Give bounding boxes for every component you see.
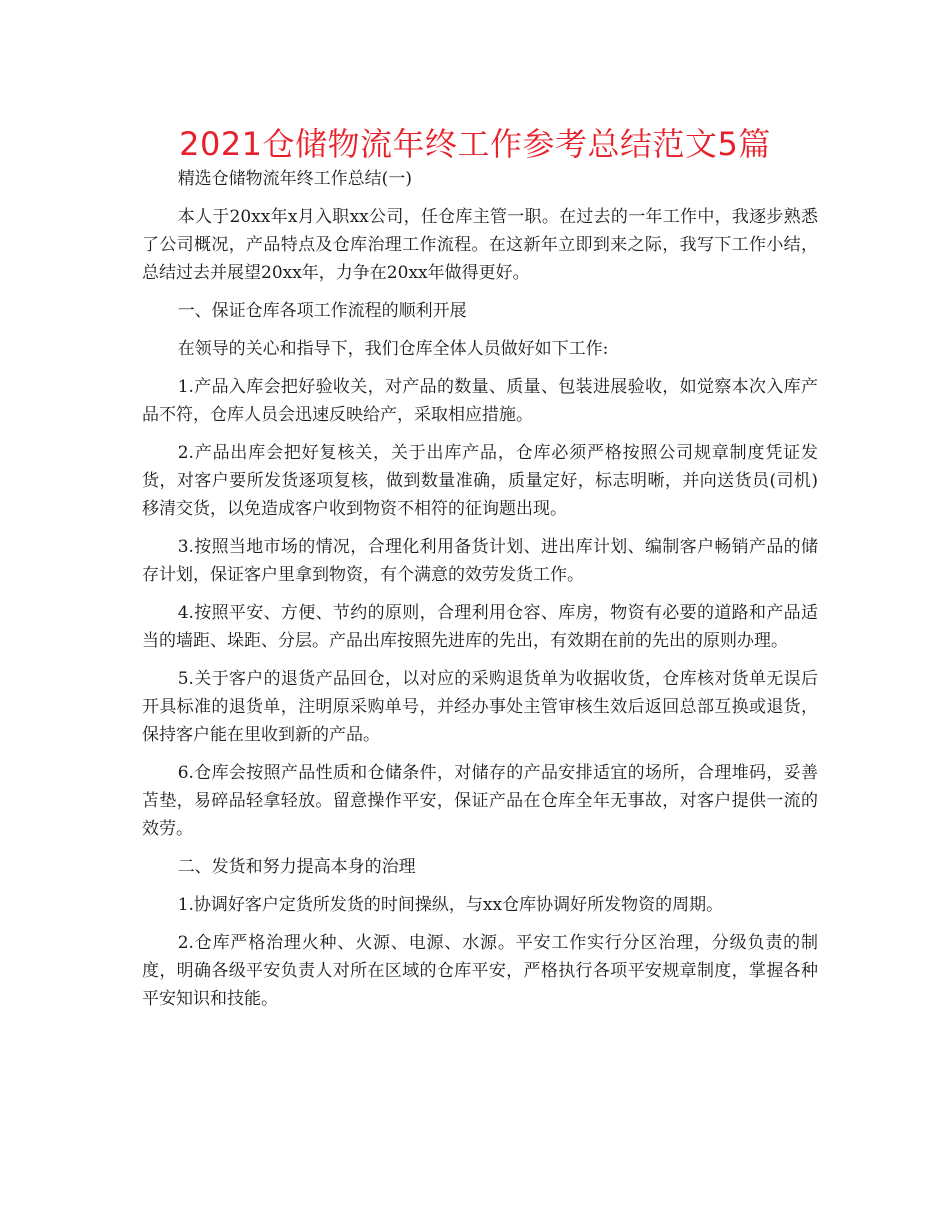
intro-paragraph: 本人于20xx年x月入职xx公司，任仓库主管一职。在过去的一年工作中，我逐步熟悉了公司概况，产品特点及仓库治理工作流程。在这新年立即到来之际，我写下工作小结，总结过去并展望20xx年，力争在20xx年做得更好。 (142, 207, 818, 283)
list-item-8: 2.仓库严格治理火种、火源、电源、水源。平安工作实行分区治理，分级负责的制度，明确各级平安负责人对所在区域的仓库平安，严格执行各项平安规章制度，掌握各种平安知识和技能。 (142, 933, 818, 1009)
list-item-1: 1.产品入库会把好验收关，对产品的数量、质量、包装进展验收，如觉察本次入库产品不符，仓库人员会迅速反映给产，采取相应措施。 (142, 377, 818, 425)
list-item-3: 3.按照当地市场的情况，合理化利用备货计划、进出库计划、编制客户畅销产品的储存计划，保证客户里拿到物资，有个满意的效劳发货工作。 (142, 537, 818, 585)
list-item-5: 5.关于客户的退货产品回仓，以对应的采购退货单为收据收货，仓库核对货单无误后开具标准的退货单，注明原采购单号，并经办事处主管审核生效后返回总部互换或退货，保持客户能在里收到新的产品。 (142, 669, 818, 745)
subtitle-paragraph: 精选仓储物流年终工作总结(一) (177, 169, 412, 189)
document-body (142, 165, 818, 1023)
section-heading-2: 二、发货和努力提高本身的治理 (177, 857, 416, 877)
document-title: 2021仓储物流年终工作参考总结范文5篇 (179, 125, 771, 163)
list-item-7: 1.协调好客户定货所发货的时间操纵，与xx仓库协调好所发物资的周期。 (177, 895, 724, 915)
body-paragraph: 在领导的关心和指导下，我们仓库全体人员做好如下工作: (177, 339, 609, 359)
list-item-2: 2.产品出库会把好复核关，关于出库产品，仓库必须严格按照公司规章制度凭证发货，对客户要所发货逐项复核，做到数量准确，质量定好，标志明晰，并向送货员(司机)移清交货，以免造成客户收到物资不相符的征询题出现。 (142, 443, 818, 519)
list-item-4: 4.按照平安、方便、节约的原则，合理利用仓容、库房，物资有必要的道路和产品适当的墙距、垛距、分层。产品出库按照先进库的先出，有效期在前的先出的原则办理。 (142, 603, 818, 651)
section-heading-1: 一、保证仓库各项工作流程的顺利开展 (177, 301, 467, 321)
list-item-6: 6.仓库会按照产品性质和仓储条件，对储存的产品安排适宜的场所，合理堆码，妥善苫垫，易碎品轻拿轻放。留意操作平安，保证产品在仓库全年无事故，对客户提供一流的效劳。 (142, 763, 818, 839)
